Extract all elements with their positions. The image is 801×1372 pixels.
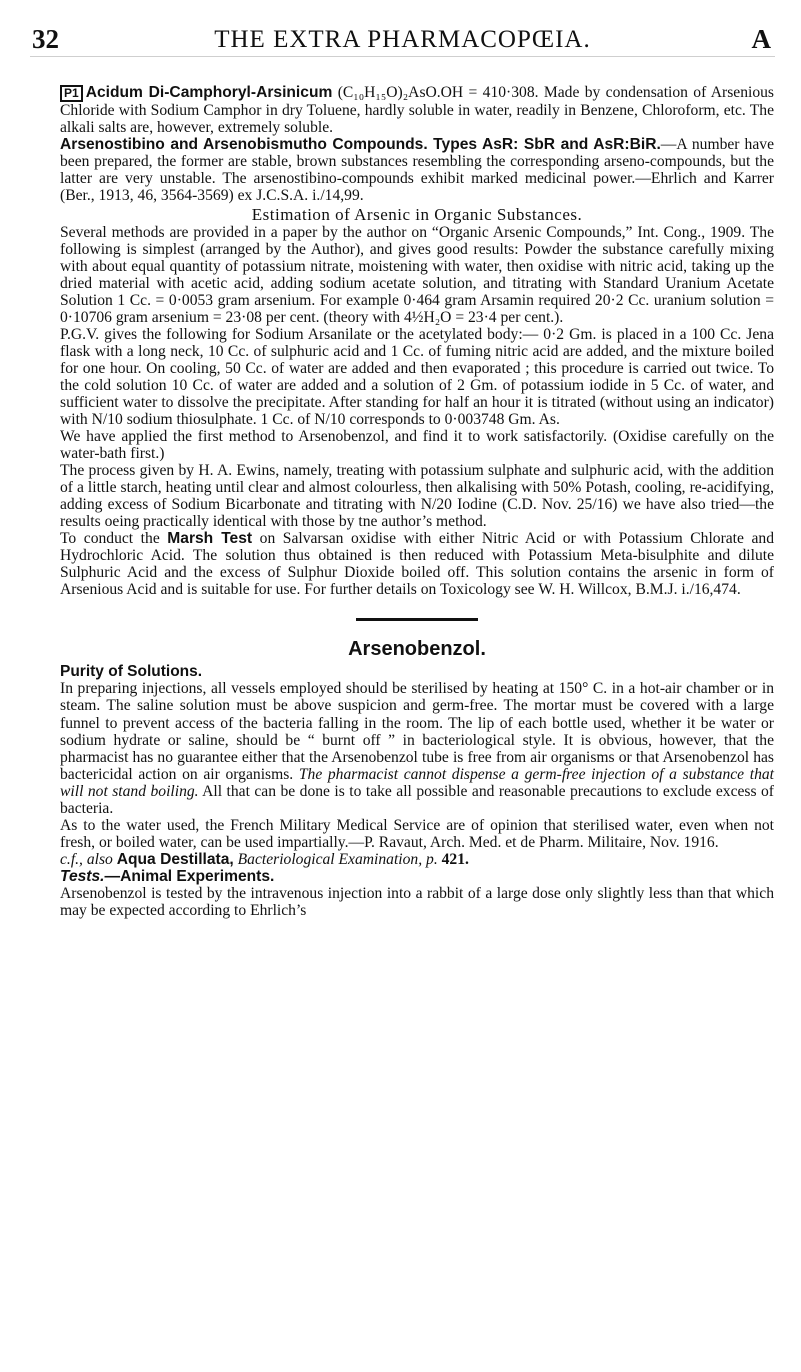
tests-heading xyxy=(60,868,774,885)
arsenostibino-text: —A number have been prepared, the former are stable, brown substances resembling the corresponding arseno-compounds, but the latter are very unstable. The arsenostibino-compounds exhibit marked medicinal power.—Ehrlich and Karrer (Ber., 1913, 46, 3564-3569) ex J.C.S.A. i./14,99. xyxy=(60,136,774,205)
purity-p1-b: All that can be done is to take all possible and reasonable precautions to exclude excess of bacteria. xyxy=(60,782,774,817)
purity-heading: Purity of Solutions. xyxy=(60,663,203,681)
cf-page: 421. xyxy=(441,850,469,868)
purity-p1-italic: The pharmacist cannot dispense a germ-free injection of a substance that will not stand boiling. xyxy=(60,765,775,800)
entry-text: Made by condensation of Arsenious Chloride with Sodium Camphor in dry Toluene, hardly soluble in water, readily in Benzene, Chloroform, etc. The alkali salts are, however, extremely soluble. xyxy=(60,84,774,137)
estimation-p5 xyxy=(60,530,774,598)
section-rule xyxy=(356,618,478,621)
section-letter: A xyxy=(751,24,771,54)
running-header xyxy=(30,24,775,57)
purity-p1-a: In preparing injections, all vessels employed should be sterilised by heating at 150° C. in a hot-air chamber or in steam. The saline solution must be above suspicion and germ-free. The mortar must be covered with a large funnel to prevent access of the bacteria falling in the room. The lip of each bottle used, whether it be water or sodium hydrate or saline, should be “ burnt off ” in bacteriological style. It is obvious, however, that the pharmacist has no guarantee either that the Arsenobenzol tube is free from air organisms or that Arsenobenzol has bactericidal action on air organisms. xyxy=(60,680,774,783)
cf-aqua: Aqua Destillata, xyxy=(116,850,234,868)
marsh-test-term: Marsh Test xyxy=(167,530,253,548)
arsenobenzol-title: Arsenobenzol. xyxy=(348,638,486,661)
page-number: 32 xyxy=(32,24,59,54)
entry-heading: Acidum Di-Camphoryl-Arsinicum xyxy=(85,84,333,101)
purity-p2: As to the water used, the French Military Medical Service are of opinion that sterilised water, even when not fresh, or boiled water, can be used impartially.—P. Ravaut, Arch. Med. et de Pharm. Militaire, Nov. 1916. xyxy=(60,816,774,851)
arsenostibino-heading: Arsenostibino and Arsenobismutho Compounds. Types AsR: SbR and AsR:BiR. xyxy=(60,136,661,154)
estimation-p3: We have applied the first method to Arsenobenzol, and find it to work satisfactorily. (Oxidise carefully on the water-bath first.) xyxy=(60,428,774,463)
cf-line xyxy=(60,851,774,868)
arsenostibino-paragraph xyxy=(60,136,774,204)
cf-lead: c.f., also xyxy=(60,850,117,868)
p1-badge: P1 xyxy=(60,85,83,102)
page-body xyxy=(60,84,774,919)
estimation-p1: Several methods are provided in a paper by the author on “Organic Arsenic Compounds,” Int. Cong., 1909. The following is simplest (arranged by the Author), and gives good results: Powder the substance carefully mixing with about equal quantity of potassium nitrate, moistening with water, then oxidise with nitric acid, taking up the dried material with acetic acid, adding sodium acetate solution, and titrating with Standard Uranium Acetate Solution 1 Cc. = 0·0053 gram arsenium. For example 0·464 gram Arsamin required 20·2 Cc. uranium solution = 0·10706 gram arsenium = 23·08 per cent. (theory with 4½H₂O = 23·4 per cent.). xyxy=(60,224,774,327)
marsh-rest: on Salvarsan oxidise with either Nitric Acid or with Potassium Chlorate and Hydrochloric Acid. The solution thus obtained is then reduced with Potassium Meta-bisulphite and dilute Sulphuric Acid and the excess of Sulphur Dioxide boiled off. This solution contains the arsenic in form of Arsenious Acid and is suitable for use. For further details on Toxicology see W. H. Willcox, B.M.J. i./16,474. xyxy=(60,530,774,599)
tests-paragraph: Arsenobenzol is tested by the intravenous injection into a rabbit of a large dose only slightly less than that which may be expected according to Ehrlich’s xyxy=(60,884,774,919)
estimation-heading: Estimation of Arsenic in Organic Substances. xyxy=(251,205,583,225)
running-title: THE EXTRA PHARMACOPŒIA. xyxy=(214,26,591,53)
estimation-p2: P.G.V. gives the following for Sodium Arsanilate or the acetylated body:— 0·2 Gm. is placed in a 100 Cc. Jena flask with a long neck, 10 Cc. of sulphuric acid and 1 Cc. of fuming nitric acid are added, and the mixture boiled for one hour. On cooling, 50 Cc. of water are added and then evaporated ; this procedure is carried out twice. To the cold solution 10 Cc. of water are added and a solution of 2 Gm. of potassium iodide in 5 Cc. of water, and sufficient water to dissolve the precipitate. After standing for half an hour it is titrated (without using an indicator) with N/10 sodium thiosulphate. 1 Cc. of N/10 corresponds to 0·003748 Gm. As. xyxy=(60,326,774,429)
estimation-p4: The process given by H. A. Ewins, namely, treating with potassium sulphate and sulphuric acid, with the addition of a little starch, heating until clear and almost colourless, then alkalising with 50% Potash, cooling, re-acidifying, adding excess of Sodium Bicarbonate and titrating with N/20 Iodine (C.D. Nov. 25/16) we have also tried—the results oeing practically identical with those by tne author’s method. xyxy=(60,462,774,531)
cf-page-prefix: p. xyxy=(422,850,442,868)
cf-bact: Bacteriological Examination, xyxy=(233,850,423,868)
tests-label: Tests. xyxy=(60,867,105,885)
purity-p1 xyxy=(60,680,774,816)
entry-formula: (C₁₀H₁₅O)₂AsO.OH = 410·308. xyxy=(337,84,539,101)
marsh-lead: To conduct the xyxy=(60,530,168,548)
tests-sub: —Animal Experiments. xyxy=(104,867,275,885)
entry-paragraph xyxy=(60,84,774,136)
